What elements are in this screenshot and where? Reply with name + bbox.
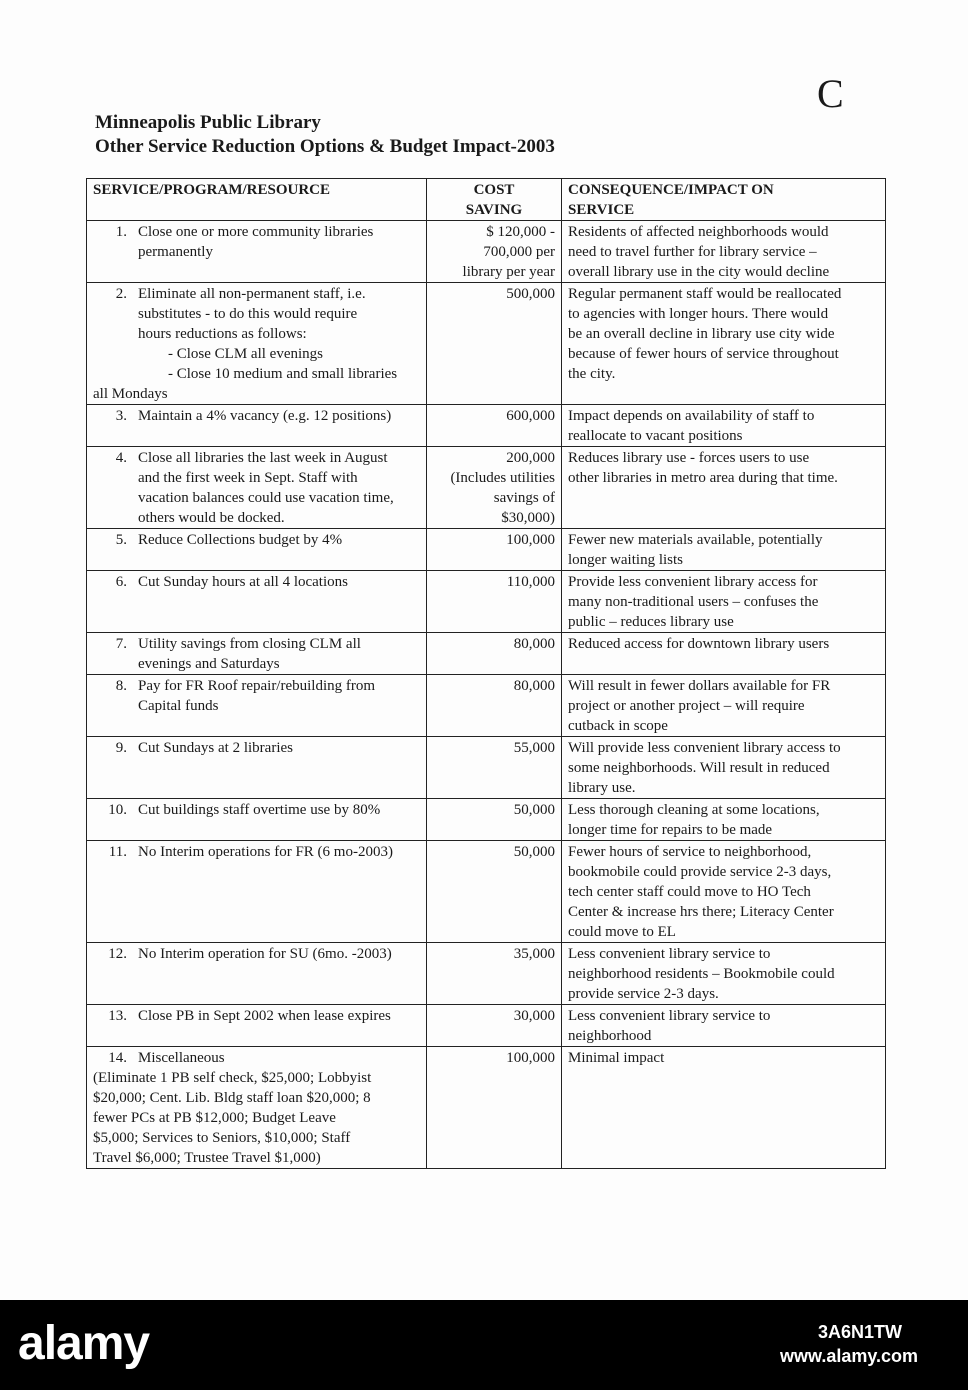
- table-row: [87, 675, 886, 737]
- service-cell: 9. Cut Sundays at 2 libraries: [87, 737, 427, 799]
- title-line-1: Minneapolis Public Library: [95, 112, 321, 133]
- site-url: www.alamy.com: [780, 1346, 919, 1366]
- cost-cell: 35,000: [427, 943, 562, 1005]
- row-number: 4.: [115, 450, 127, 466]
- row-number: 7.: [115, 636, 127, 652]
- table-row: [87, 529, 886, 571]
- budget-table: [86, 178, 886, 1169]
- row-number: 6.: [115, 574, 127, 590]
- cost-cell: 100,000: [427, 1047, 562, 1169]
- page-title: [95, 111, 555, 159]
- service-cell: 11. No Interim operations for FR (6 mo-2003): [87, 841, 427, 943]
- cost-cell: 55,000: [427, 737, 562, 799]
- impact-cell: Less convenient library service to neighborhood residents – Bookmobile could provide service 2-3 days.: [562, 943, 886, 1005]
- service-cell: 6. Cut Sunday hours at all 4 locations: [87, 571, 427, 633]
- cost-cell: 100,000: [427, 529, 562, 571]
- row-number: 11.: [108, 844, 127, 860]
- service-cell: 14. Miscellaneous (Eliminate 1 PB self check, $25,000; Lobbyist $20,000; Cent. Lib. Bldg staff loan $20,000; 8 fewer PCs at PB $12,000; Budget Leave $5,000; Services to Seniors, $10,000; Staff Travel $6,000; Trustee Travel $1,000): [87, 1047, 427, 1169]
- service-cell: 13. Close PB in Sept 2002 when lease expires: [87, 1005, 427, 1047]
- service-cell: 12. No Interim operation for SU (6mo. -2003): [87, 943, 427, 1005]
- title-line-2: Other Service Reduction Options & Budget Impact-2003: [95, 136, 555, 157]
- table-header-row: [87, 179, 886, 221]
- impact-cell: Will provide less convenient library access to some neighborhoods. Will result in reduced library use.: [562, 737, 886, 799]
- table-row: [87, 221, 886, 283]
- header-cost: COST SAVING: [427, 179, 562, 221]
- service-cell: 10. Cut buildings staff overtime use by 80%: [87, 799, 427, 841]
- service-cell: 2. Eliminate all non-permanent staff, i.e. substitutes - to do this would require hours reductions as follows: - Close CLM all evenings - Close 10 medium and small libraries all Mondays: [87, 283, 427, 405]
- alamy-logo: alamy: [18, 1317, 150, 1370]
- impact-cell: Less convenient library service to neighborhood: [562, 1005, 886, 1047]
- impact-cell: Fewer hours of service to neighborhood, bookmobile could provide service 2-3 days, tech center staff could move to HO Tech Center & increase hrs there; Literacy Center could move to EL: [562, 841, 886, 943]
- impact-cell: Reduces library use - forces users to use other libraries in metro area during that time.: [562, 447, 886, 529]
- service-cell: 8. Pay for FR Roof repair/rebuilding from Capital funds: [87, 675, 427, 737]
- table-row: [87, 633, 886, 675]
- impact-cell: Will result in fewer dollars available for FR project or another project – will require cutback in scope: [562, 675, 886, 737]
- cost-cell: 50,000: [427, 799, 562, 841]
- cost-cell: 110,000: [427, 571, 562, 633]
- cost-cell: 80,000: [427, 675, 562, 737]
- cost-cell: 600,000: [427, 405, 562, 447]
- cost-cell: 500,000: [427, 283, 562, 405]
- row-number: 9.: [115, 740, 127, 756]
- row-number: 14.: [108, 1050, 127, 1066]
- table-row: [87, 447, 886, 529]
- table-row: [87, 841, 886, 943]
- row-number: 8.: [115, 678, 127, 694]
- impact-cell: Residents of affected neighborhoods would need to travel further for library service – overall library use in the city would decline: [562, 221, 886, 283]
- service-cell: 3. Maintain a 4% vacancy (e.g. 12 positions): [87, 405, 427, 447]
- table-row: [87, 1047, 886, 1169]
- impact-cell: Fewer new materials available, potentially longer waiting lists: [562, 529, 886, 571]
- row-number: 5.: [115, 532, 127, 548]
- row-number: 13.: [108, 1008, 127, 1024]
- impact-cell: Provide less convenient library access for many non-traditional users – confuses the public – reduces library use: [562, 571, 886, 633]
- row-number: 10.: [108, 802, 127, 818]
- header-impact: CONSEQUENCE/IMPACT ON SERVICE: [562, 179, 886, 221]
- row-number: 2.: [115, 286, 127, 302]
- table-row: [87, 405, 886, 447]
- table-row: [87, 1005, 886, 1047]
- cost-cell: 50,000: [427, 841, 562, 943]
- corner-mark: C: [817, 71, 844, 116]
- service-cell: 1. Close one or more community libraries permanently: [87, 221, 427, 283]
- impact-cell: Impact depends on availability of staff to reallocate to vacant positions: [562, 405, 886, 447]
- table-row: [87, 283, 886, 405]
- service-cell: 7. Utility savings from closing CLM all evenings and Saturdays: [87, 633, 427, 675]
- table-row: [87, 571, 886, 633]
- cost-cell: 80,000: [427, 633, 562, 675]
- service-cell: 4. Close all libraries the last week in August and the first week in Sept. Staff with vacation balances could use vacation time, others would be docked.: [87, 447, 427, 529]
- impact-cell: Regular permanent staff would be reallocated to agencies with longer hours. There would be an overall decline in library use city wide because of fewer hours of service throughout the city.: [562, 283, 886, 405]
- table-row: [87, 799, 886, 841]
- row-number: 12.: [108, 946, 127, 962]
- table-row: [87, 943, 886, 1005]
- header-service: SERVICE/PROGRAM/RESOURCE: [87, 179, 427, 221]
- row-number: 3.: [115, 408, 127, 424]
- impact-cell: Reduced access for downtown library users: [562, 633, 886, 675]
- cost-cell: $ 120,000 - 700,000 per library per year: [427, 221, 562, 283]
- row-number: 1.: [115, 224, 127, 240]
- cost-cell: 200,000 (Includes utilities savings of $30,000): [427, 447, 562, 529]
- table-row: [87, 737, 886, 799]
- impact-cell: Less thorough cleaning at some locations, longer time for repairs to be made: [562, 799, 886, 841]
- image-id: 3A6N1TW: [818, 1322, 903, 1342]
- cost-cell: 30,000: [427, 1005, 562, 1047]
- service-cell: 5. Reduce Collections budget by 4%: [87, 529, 427, 571]
- impact-cell: Minimal impact: [562, 1047, 886, 1169]
